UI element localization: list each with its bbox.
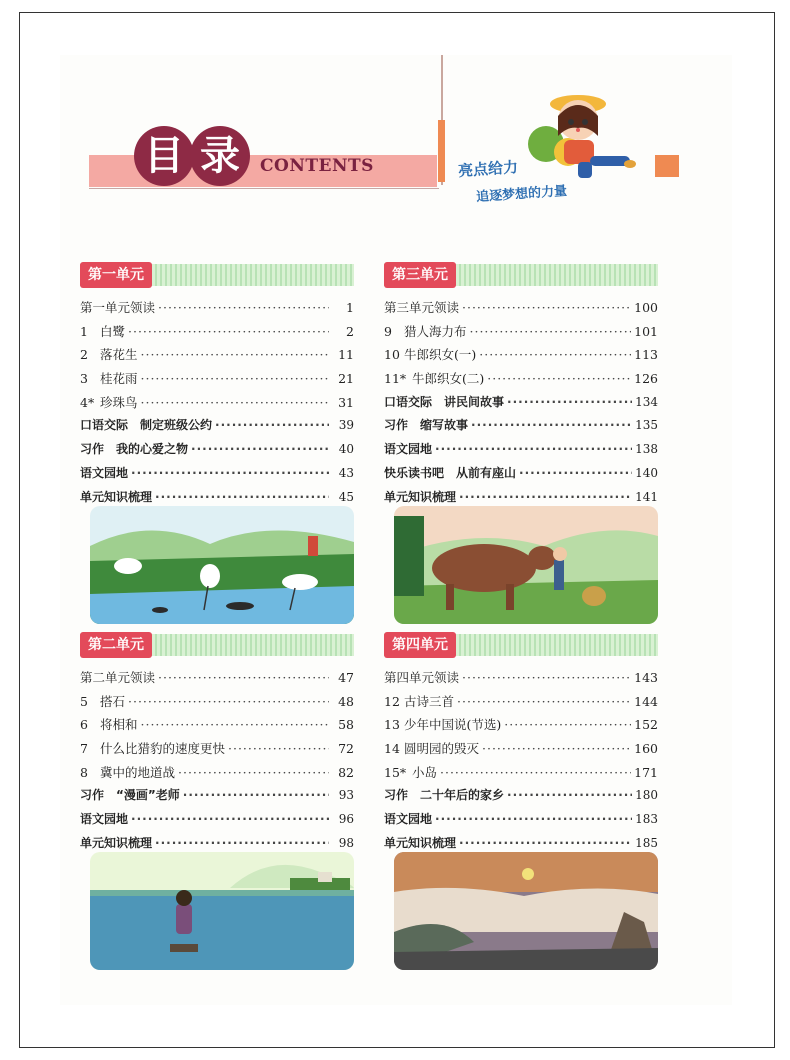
toc-row[interactable] (80, 464, 354, 488)
toc-leader-dots (459, 490, 632, 504)
toc-title: 第一单元领读 (80, 300, 156, 315)
toc-number: 10 (384, 347, 400, 363)
toc-leader-dots (462, 300, 631, 315)
toc-number: 13 (384, 717, 400, 733)
toc-row[interactable] (80, 322, 354, 346)
toc-page-number: 48 (338, 693, 354, 709)
toc-leader-dots (141, 717, 329, 732)
toc-leader-dots (155, 836, 329, 850)
toc-row[interactable] (384, 416, 658, 440)
toc-leader-dots (435, 442, 632, 456)
toc-title: 第二单元领读 (80, 670, 156, 685)
header-rule (89, 188, 439, 189)
toc-title: 少年中国说(节选) (404, 717, 502, 733)
toc-title: 习作 “漫画”老师 (80, 788, 180, 803)
unit-1 (80, 262, 354, 511)
title-char-2: 录 (190, 126, 250, 186)
toc-page-number: 82 (338, 764, 354, 780)
unit-title: 第四单元 (384, 632, 456, 658)
toc-page-number: 140 (635, 465, 658, 480)
toc-row[interactable] (384, 464, 658, 488)
toc-leader-dots (178, 765, 329, 780)
toc-leader-dots (470, 324, 632, 339)
toc-leader-dots (507, 395, 632, 409)
toc-page-number: 45 (338, 489, 354, 504)
toc-title: 牛郎织女(一) (404, 347, 477, 363)
toc-title: 什么比猎豹的速度更快 (100, 741, 226, 757)
toc-page-number: 138 (635, 442, 658, 457)
toc-leader-dots (128, 694, 329, 709)
toc-page-number: 100 (634, 300, 658, 315)
toc-title: 小岛 (412, 764, 438, 780)
toc-row[interactable] (80, 668, 354, 692)
toc-page-number: 141 (635, 489, 658, 504)
unit-3 (384, 262, 658, 511)
toc-title: 将相和 (100, 717, 138, 733)
toc-page-number: 96 (338, 812, 354, 827)
toc-row[interactable] (384, 369, 658, 393)
toc-title: 第四单元领读 (384, 670, 460, 685)
toc-page-number: 185 (635, 835, 658, 850)
toc-number: 11* (384, 371, 407, 387)
toc-title: 习作 我的心爱之物 (80, 442, 189, 457)
toc-leader-dots (435, 812, 632, 826)
toc-page-number: 98 (338, 835, 354, 850)
toc-title: 习作 二十年后的家乡 (384, 788, 505, 803)
toc-row[interactable] (80, 715, 354, 739)
toc-leader-dots (482, 741, 631, 756)
toc-row[interactable] (384, 786, 658, 810)
toc-page-number: 2 (346, 323, 354, 339)
toc-number: 12 (384, 693, 400, 709)
toc-page-number: 43 (338, 465, 354, 480)
toc-page-number: 183 (635, 812, 658, 827)
toc-page-number: 47 (338, 670, 354, 685)
toc-title: 习作 缩写故事 (384, 418, 469, 433)
toc-row[interactable] (384, 692, 658, 716)
slogan-line-1: 亮点给力 (457, 157, 519, 181)
toc-row[interactable] (80, 692, 354, 716)
toc-page-number: 160 (634, 741, 658, 757)
toc-leader-dots (459, 836, 632, 850)
toc-leader-dots (519, 466, 632, 480)
toc-row[interactable] (384, 810, 658, 834)
toc-title: 单元知识梳理 (80, 835, 153, 850)
toc-title: 圆明园的毁灭 (404, 741, 480, 757)
toc-leader-dots (183, 788, 329, 802)
toc-leader-dots (215, 418, 329, 432)
toc-row[interactable] (384, 345, 658, 369)
unit-title: 第三单元 (384, 262, 456, 288)
toc-row[interactable] (384, 322, 658, 346)
toc-number: 8 (80, 764, 88, 780)
header-block (655, 155, 679, 177)
toc-leader-dots (462, 670, 631, 685)
toc-title: 珍珠鸟 (100, 394, 138, 410)
toc-leader-dots (440, 765, 631, 780)
toc-page-number: 113 (634, 347, 658, 363)
unit-title: 第二单元 (80, 632, 152, 658)
toc-title: 语文园地 (80, 465, 129, 480)
toc-leader-dots (457, 694, 631, 709)
toc-leader-dots (487, 371, 631, 386)
toc-page-number: 171 (634, 764, 658, 780)
ox-illustration (394, 506, 658, 624)
title-char-1: 目 (134, 126, 194, 186)
toc-row[interactable] (384, 739, 658, 763)
girl-illustration (518, 86, 638, 186)
toc-leader-dots (158, 670, 329, 685)
toc-page-number: 135 (635, 418, 658, 433)
toc-title: 单元知识梳理 (384, 489, 457, 504)
toc-row[interactable] (384, 763, 658, 787)
toc-number: 4* (80, 394, 95, 410)
toc-leader-dots (141, 371, 329, 386)
toc-page-number: 101 (634, 323, 658, 339)
toc-page-number: 134 (635, 394, 658, 409)
unit-4 (384, 632, 658, 858)
toc-leader-dots (131, 812, 329, 826)
toc-title: 白鹭 (100, 323, 126, 339)
toc-page-number: 72 (338, 741, 354, 757)
toc-page-number: 1 (346, 300, 354, 315)
unit-2 (80, 632, 354, 858)
toc-page-number: 152 (634, 717, 658, 733)
toc-number: 9 (384, 323, 392, 339)
toc-row[interactable] (80, 763, 354, 787)
slogan-line-2: 追逐梦想的力量 (475, 183, 568, 206)
toc-number: 1 (80, 323, 88, 339)
contents-subtitle: CONTENTS (260, 156, 374, 176)
toc-leader-dots (507, 788, 632, 802)
toc-leader-dots (155, 490, 329, 504)
toc-title: 语文园地 (384, 442, 433, 457)
toc-title: 桂花雨 (100, 371, 138, 387)
toc-leader-dots (128, 324, 329, 339)
toc-row[interactable] (384, 298, 658, 322)
toc-row[interactable] (80, 440, 354, 464)
toc-title: 牛郎织女(二) (412, 371, 485, 387)
toc-number: 5 (80, 693, 88, 709)
toc-number: 3 (80, 371, 88, 387)
toc-leader-dots (131, 466, 329, 480)
toc-title: 搭石 (100, 693, 126, 709)
toc-leader-dots (479, 347, 631, 362)
toc-title: 口语交际 讲民间故事 (384, 394, 505, 409)
toc-leader-dots (158, 300, 329, 315)
toc-leader-dots (141, 347, 329, 362)
unit-title: 第一单元 (80, 262, 152, 288)
toc-row[interactable] (384, 440, 658, 464)
toc-page-number: 39 (338, 418, 354, 433)
egret-illustration (90, 506, 354, 624)
toc-page-number: 126 (634, 371, 658, 387)
toc-number: 14 (384, 741, 400, 757)
toc-title: 落花生 (100, 347, 138, 363)
toc-number: 15* (384, 764, 407, 780)
toc-row[interactable] (80, 810, 354, 834)
toc-title: 单元知识梳理 (80, 489, 153, 504)
sunrise-illustration (394, 852, 658, 970)
toc-page-number: 93 (338, 788, 354, 803)
toc-title: 第三单元领读 (384, 300, 460, 315)
toc-page-number: 11 (338, 347, 354, 363)
toc-row[interactable] (80, 369, 354, 393)
toc-row[interactable] (80, 786, 354, 810)
toc-title: 语文园地 (80, 812, 129, 827)
header-accent-bar (438, 120, 445, 182)
toc-row[interactable] (80, 345, 354, 369)
toc-leader-dots (471, 418, 632, 432)
toc-leader-dots (504, 717, 631, 732)
toc-row[interactable] (384, 715, 658, 739)
toc-title: 冀中的地道战 (100, 764, 176, 780)
toc-title: 语文园地 (384, 812, 433, 827)
toc-page-number: 58 (338, 717, 354, 733)
toc-page-number: 143 (634, 670, 658, 685)
toc-row[interactable] (80, 739, 354, 763)
toc-row[interactable] (384, 668, 658, 692)
toc-number: 6 (80, 717, 88, 733)
toc-leader-dots (191, 442, 329, 456)
toc-number: 7 (80, 741, 88, 757)
toc-title: 单元知识梳理 (384, 835, 457, 850)
toc-page-number: 31 (338, 394, 354, 410)
toc-leader-dots (228, 741, 329, 756)
island-illustration (90, 852, 354, 970)
toc-title: 口语交际 制定班级公约 (80, 418, 213, 433)
toc-row[interactable] (384, 393, 658, 417)
toc-page-number: 21 (338, 371, 354, 387)
toc-row[interactable] (80, 416, 354, 440)
toc-page-number: 40 (338, 442, 354, 457)
toc-row[interactable] (80, 298, 354, 322)
toc-title: 猎人海力布 (404, 323, 467, 339)
toc-row[interactable] (80, 393, 354, 417)
toc-title: 快乐读书吧 从前有座山 (384, 465, 517, 480)
toc-page-number: 180 (635, 788, 658, 803)
toc-title: 古诗三首 (404, 693, 455, 709)
toc-leader-dots (141, 395, 329, 410)
toc-number: 2 (80, 347, 88, 363)
toc-page-number: 144 (634, 693, 658, 709)
